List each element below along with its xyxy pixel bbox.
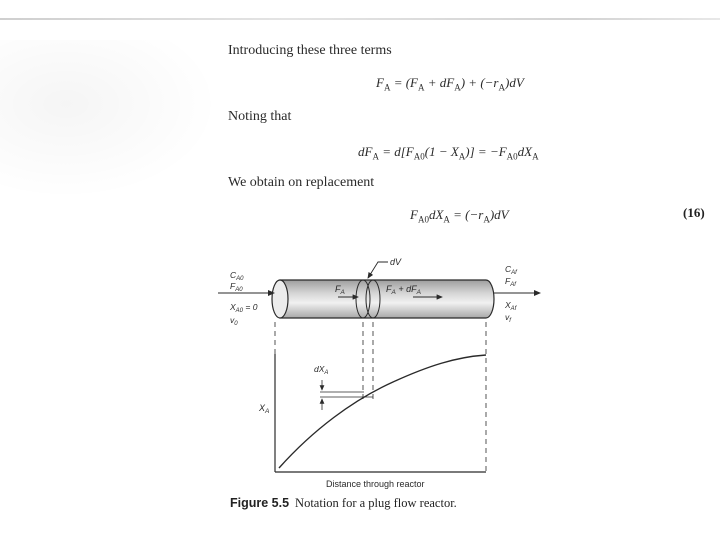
equation-2: $dF_A = d[F_{A0}(1 - X_A)] = -F_{A0}dX_A$ <box>358 144 539 162</box>
dv-label: dV <box>390 257 402 267</box>
svg-text:vf: $v_f$ <box>505 312 511 324</box>
scan-smudge <box>0 40 220 200</box>
reactor-tube <box>272 280 494 318</box>
projection-lines <box>275 322 486 472</box>
paragraph-obtain: We obtain on replacement <box>228 175 375 190</box>
outlet-labels <box>504 264 518 324</box>
equation-16: $F_{A0}dX_A = (-r_A)dV$ <box>410 207 509 225</box>
scan-edge-line <box>0 18 720 20</box>
plug-flow-reactor-figure <box>218 250 548 490</box>
svg-text:CAf: $C_{Af}$ <box>505 264 517 276</box>
fa-in-label: $F_A$ <box>335 284 345 296</box>
paragraph-noting: Noting that <box>228 109 292 124</box>
equation-number: (16) <box>683 205 705 220</box>
fa-out-label: $F_A + dF_A$ <box>386 284 421 296</box>
svg-text:FA0: $F_{A0}$ <box>230 281 243 293</box>
svg-text:FAf: $F_{Af}$ <box>505 276 516 288</box>
figure-caption <box>230 496 457 511</box>
x-axis-label: Distance through reactor <box>326 479 425 489</box>
svg-text:XA0 = 0: $X_{A0} = 0$ <box>230 302 258 314</box>
inlet-labels <box>229 270 258 327</box>
paragraph-intro: Introducing these three terms <box>228 43 392 58</box>
figure-caption-label: Figure 5.5 <box>230 496 290 510</box>
conversion-curve <box>279 355 486 468</box>
svg-text:XAf: $X_{Af}$ <box>505 300 517 312</box>
svg-text:v0: $v_0$ <box>230 315 238 327</box>
figure-caption-text: Notation for a plug flow reactor. <box>295 496 457 510</box>
conversion-plot <box>258 354 486 489</box>
dv-leader-arrow <box>368 262 388 278</box>
y-axis-label: $X_A$ <box>259 403 270 415</box>
equation-1: $F_A = (F_A + dF_A) + (-r_A)dV$ <box>376 75 524 93</box>
svg-text:CA0: $C_{A0}$ <box>230 270 244 282</box>
dxa-label: $dX_A$ <box>314 364 329 376</box>
